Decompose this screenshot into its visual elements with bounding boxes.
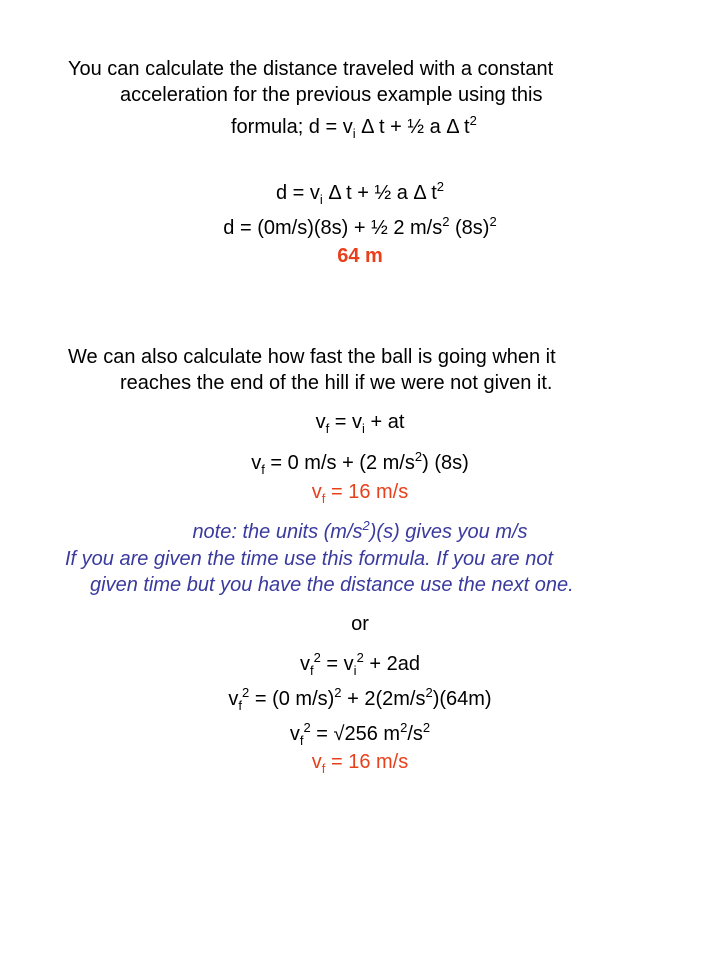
- squared-result: $v_f = 16$ m/s: [311, 751, 409, 776]
- advice-line-1: If you are given the time use this formula. If you are not: [65, 548, 554, 570]
- squared-root: $v_f^2 = √256$ $m^2/s^2$: [289, 720, 431, 748]
- intro-line-1: You can calculate the distance traveled with a constant: [68, 58, 554, 80]
- squared-formula: $v_f^2 = v_i^2 + 2ad$: [300, 650, 420, 678]
- intro-line-3: formula; $d = v_i$ Δ t + ½ a Δ $t^2$: [231, 113, 477, 141]
- squared-substitution: $v_f^2 = (0$ $m/s)^2 + 2(2m/s^2)(64m)$: [228, 685, 492, 713]
- speed-intro-paragraph: [68, 344, 556, 396]
- speed-intro-line-1: We can also calculate how fast the ball is going when it: [68, 346, 556, 368]
- speed-intro-line-2: reaches the end of the hill if we were not given it.: [120, 372, 553, 394]
- or-text: or: [351, 613, 369, 635]
- velocity-result: $v_f = 16$ m/s: [311, 481, 409, 506]
- distance-substitution: d = (0m/s)(8s) + ½ 2 $m/s^2$ $(8s)^2$: [223, 214, 497, 239]
- distance-formula: $d = v_i$ Δ t + ½ a Δ $t^2$: [275, 179, 445, 207]
- intro-paragraph: [68, 56, 553, 147]
- intro-line-2: acceleration for the previous example using this: [120, 84, 543, 106]
- units-note: note: the units $(m/s^2)(s)$ gives you m/s: [192, 518, 528, 543]
- advice-line-2: given time but you have the distance use the next one.: [90, 574, 574, 596]
- distance-result: 64 m: [337, 245, 383, 267]
- velocity-formula: $v_f = v_i$ + at: [315, 411, 405, 436]
- advice-paragraph: [65, 546, 574, 598]
- velocity-substitution: $v_f = 0$ m/s + (2 $m/s^2$) (8s): [251, 449, 469, 477]
